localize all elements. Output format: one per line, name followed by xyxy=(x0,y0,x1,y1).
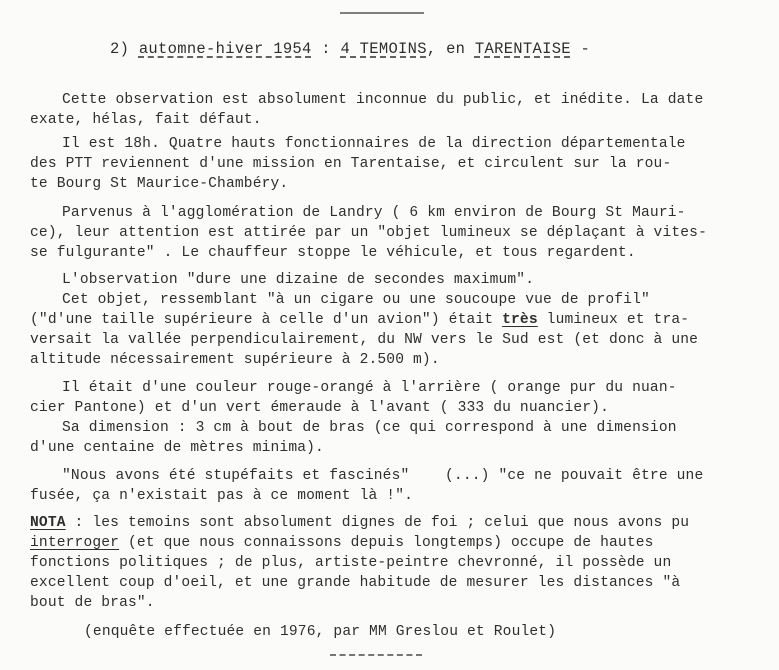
quote-line2: fusée, ça n'existait pas à ce moment là !". xyxy=(30,488,414,504)
bottom-divider xyxy=(330,654,422,656)
p4-line2: Cet objet, ressemblant "à un cigare ou une soucoupe vue de profil" xyxy=(62,292,650,308)
p3-line1: Parvenus à l'agglomération de Landry ( 6 km environ de Bourg St Mauri- xyxy=(62,205,686,221)
p2-line2: des PTT reviennent d'une mission en Tarentaise, et circulent sur la rou- xyxy=(30,156,672,172)
p2-line3: te Bourg St Maurice-Chambéry. xyxy=(30,176,289,192)
p2-line1: Il est 18h. Quatre hauts fonctionnaires de la direction départementale xyxy=(62,136,686,152)
nota-line1-rest: : les temoins sont absolument dignes de foi ; celui que nous avons pu xyxy=(65,515,690,531)
p3-line3: se fulgurante" . Le chauffeur stoppe le véhicule, et tous regardent. xyxy=(30,245,636,261)
nota-interroger: interroger xyxy=(30,535,120,551)
nota-line3: fonctions politiques ; de plus, artiste-peintre chevronné, il possède un xyxy=(30,555,672,571)
title-witnesses: 4 TEMOINS xyxy=(340,40,427,58)
title-comma: , en xyxy=(426,40,475,58)
p4-line4: versait la vallée perpendiculairement, du NW vers le Sud est (et donc à une xyxy=(30,332,699,348)
p4-line3 xyxy=(30,310,689,330)
section-number: 2) xyxy=(110,40,130,58)
title-sep: : xyxy=(311,40,341,58)
p5-line3: Sa dimension : 3 cm à bout de bras (ce qui correspond à une dimension xyxy=(62,420,677,436)
quote-line1: "Nous avons été stupéfaits et fascinés" (...) "ce ne pouvait être une xyxy=(62,468,704,484)
nota-line2-rest: (et que nous connaissons depuis longtemps) occupe de hautes xyxy=(119,535,654,551)
nota-line2 xyxy=(30,533,654,553)
p4-line3-end: lumineux et tra- xyxy=(537,312,690,328)
nota-line5: bout de bras". xyxy=(30,595,155,611)
title-place: TARENTAISE xyxy=(474,40,571,58)
nota-label: NOTA xyxy=(30,515,66,531)
p1-line1: Cette observation est absolument inconnue du public, et inédite. La date xyxy=(62,92,704,108)
p3-line2: ce), leur attention est attirée par un "objet lumineux se déplaçant à vites- xyxy=(30,225,707,241)
title-dash: - xyxy=(570,40,591,58)
p4-line3-start: ("d'une taille supérieure à celle d'un avion") était xyxy=(30,312,503,328)
inquiry-note: (enquête effectuée en 1976, par MM Greslou et Roulet) xyxy=(84,624,557,640)
p4-line1: L'observation "dure une dizaine de secondes maximum". xyxy=(62,272,535,288)
nota-line1 xyxy=(30,513,689,533)
p1-line2: exate, hélas, fait défaut. xyxy=(30,112,262,128)
p5-line2: cier Pantone) et d'un vert émeraude à l'avant ( 333 du nuancier). xyxy=(30,400,609,416)
p5-line4: d'une centaine de mètres minima). xyxy=(30,440,324,456)
top-divider xyxy=(340,12,424,14)
p4-line5: altitude nécessairement supérieure à 2.500 m). xyxy=(30,352,440,368)
p5-line1: Il était d'une couleur rouge-orangé à l'arrière ( orange pur du nuan- xyxy=(62,380,677,396)
emphasis-tres: très xyxy=(502,312,538,328)
nota-line4: excellent coup d'oeil, et une grande habitude de mesurer les distances "à xyxy=(30,575,681,591)
section-title xyxy=(110,40,590,58)
title-season: automne-hiver 1954 xyxy=(138,40,312,58)
